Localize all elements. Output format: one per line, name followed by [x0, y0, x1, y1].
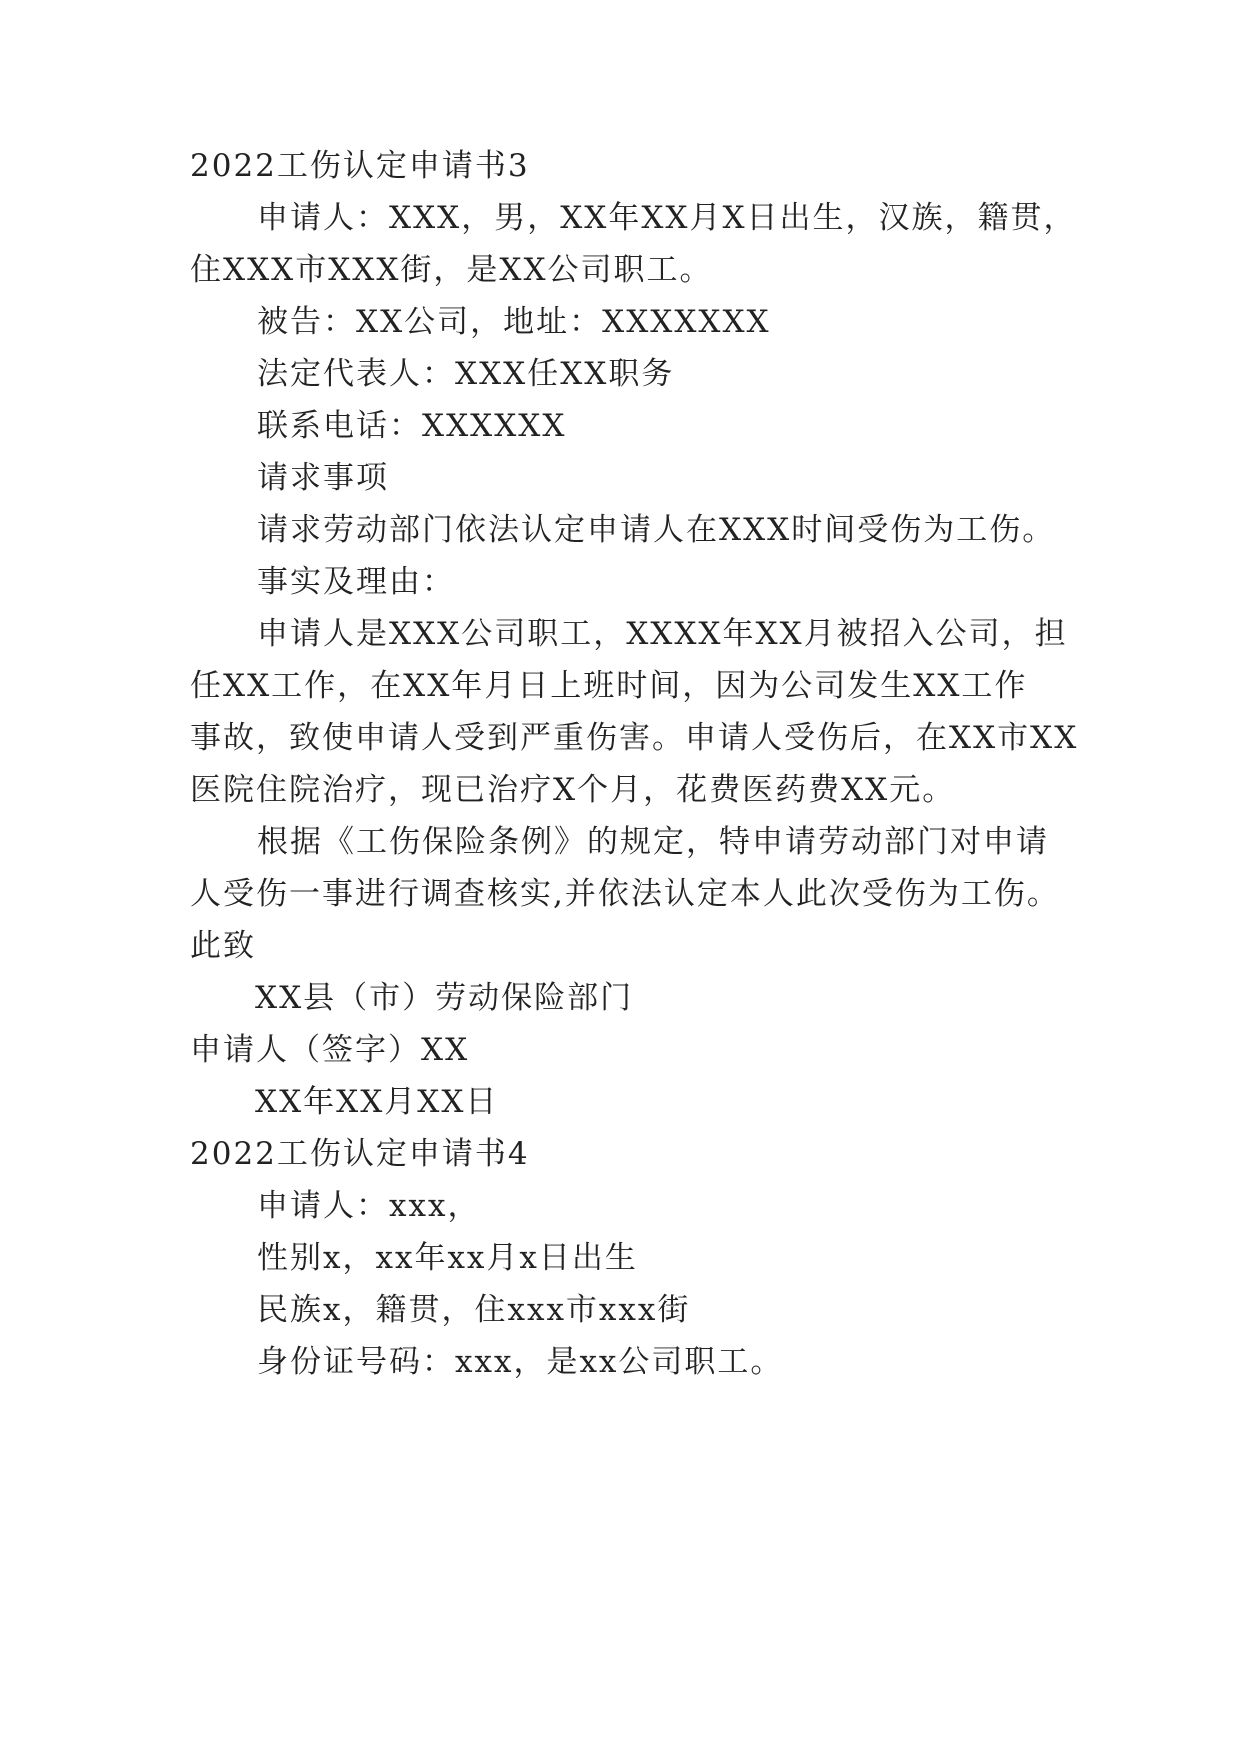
defendant-text: 被告：XX公司，地址：XXXXXXX: [257, 304, 771, 340]
paragraph-line: 医院住院治疗，现已治疗X个月，花费医药费XX元。: [190, 772, 956, 808]
date-line: XX年XX月XX日: [255, 1084, 499, 1120]
paragraph-line: 事故，致使申请人受到严重伤害。申请人受伤后，在XX市XX: [190, 720, 1079, 756]
section-heading: 事实及理由：: [257, 564, 455, 600]
section-heading: 请求事项: [257, 460, 389, 496]
applicant-text: 民族x，籍贯，住xxx市xxx街: [257, 1292, 691, 1328]
applicant-text: 身份证号码：xxx，是xx公司职工。: [257, 1344, 784, 1380]
paragraph-line: 任XX工作，在XX年月日上班时间，因为公司发生XX工作: [190, 668, 1028, 704]
document-title: 2022工伤认定申请书4: [190, 1136, 530, 1172]
paragraph-line: 根据《工伤保险条例》的规定，特申请劳动部门对申请: [257, 824, 1049, 860]
signature-line: 申请人（签字）XX: [190, 1032, 470, 1068]
paragraph-line: 请求劳动部门依法认定申请人在XXX时间受伤为工伤。: [257, 512, 1056, 548]
applicant-text: 申请人：xxx，: [257, 1188, 481, 1224]
legal-representative-text: 法定代表人：XXX任XX职务: [257, 356, 675, 392]
paragraph-line: 人受伤一事进行调查核实,并依法认定本人此次受伤为工伤。: [190, 876, 1060, 912]
applicant-text: 住XXX市XXX街，是XX公司职工。: [190, 252, 713, 288]
paragraph-line: 申请人是XXX公司职工，XXXX年XX月被招入公司，担: [257, 616, 1068, 652]
recipient: XX县（市）劳动保险部门: [255, 980, 634, 1016]
salutation: 此致: [190, 928, 256, 964]
applicant-text: 申请人：XXX，男，XX年XX月X日出生，汉族，籍贯，: [257, 200, 1077, 236]
document-title: 2022工伤认定申请书3: [190, 148, 530, 184]
phone-text: 联系电话：XXXXXX: [257, 408, 567, 444]
applicant-text: 性别x，xx年xx月x日出生: [257, 1240, 638, 1276]
